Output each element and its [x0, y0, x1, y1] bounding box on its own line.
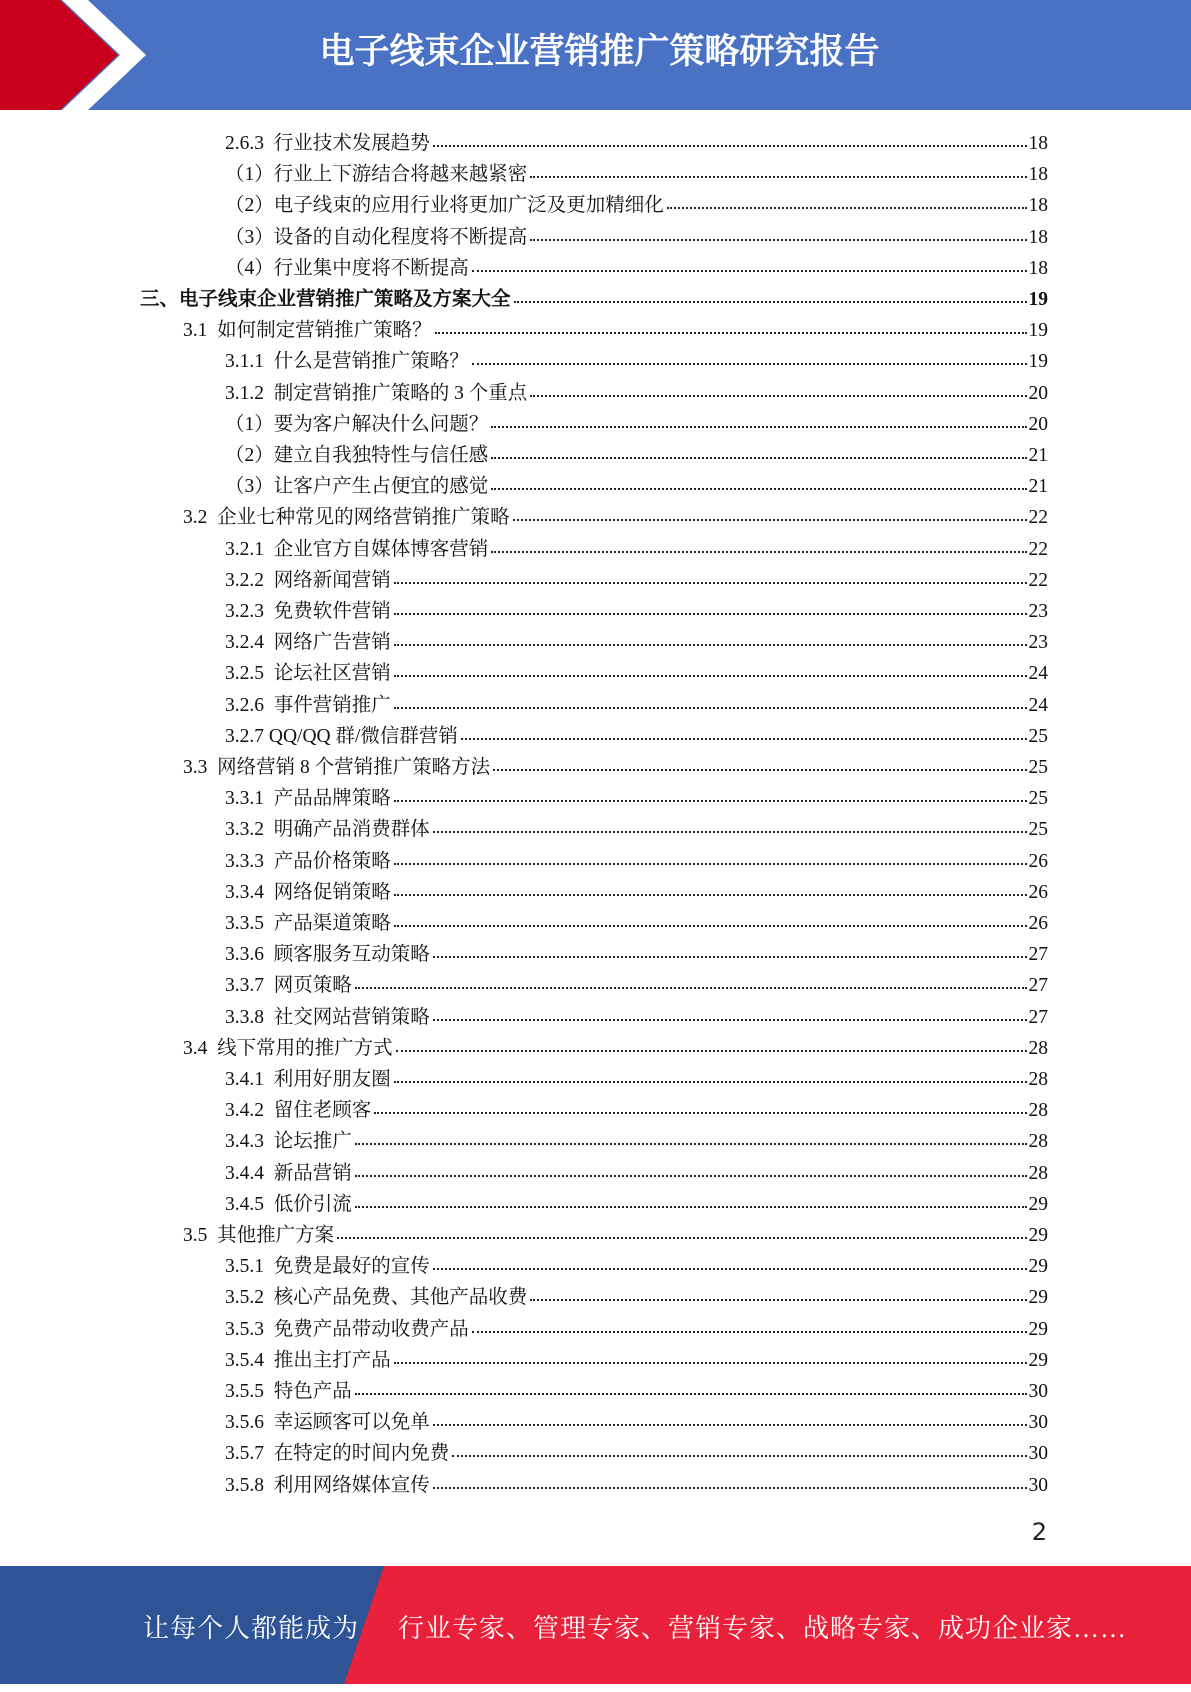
toc-dot-leader: [491, 425, 1026, 428]
toc-entry[interactable]: [225, 1126, 1048, 1157]
toc-dot-leader: [472, 362, 1027, 365]
toc-entry-page: 20: [1028, 382, 1048, 404]
toc-entry-label: 3.5.6 幸运顾客可以免单: [225, 1412, 430, 1434]
toc-dot-leader: [394, 643, 1027, 646]
toc-entry-label: 3.4.2 留住老顾客: [225, 1100, 372, 1122]
toc-entry-label: 3.3.8 社交网站营销策略: [225, 1006, 430, 1028]
toc-entry[interactable]: [225, 970, 1048, 1001]
toc-entry-page: 22: [1028, 507, 1048, 529]
toc-entry-label: 3.5.5 特色产品: [225, 1381, 352, 1402]
toc-entry-label: 3.1 如何制定营销推广策略？: [183, 320, 432, 342]
toc-entry-label: 3.2.1 企业官方自媒体博客营销: [225, 538, 489, 560]
toc-entry[interactable]: [225, 627, 1048, 658]
toc-entry-label: 3.5.7 在特定的时间内免费: [225, 1443, 450, 1465]
toc-entry-label: 3.2.5 论坛社区营销: [225, 663, 391, 685]
toc-entry-page: 24: [1028, 663, 1048, 685]
toc-entry-label: 3.4.3 论坛推广: [225, 1131, 352, 1153]
toc-entry[interactable]: [225, 1470, 1048, 1501]
toc-entry[interactable]: [225, 471, 1048, 502]
toc-entry-label: 3.1.2 制定营销推广策略的 3 个重点: [225, 382, 528, 404]
toc-dot-leader: [530, 175, 1026, 178]
toc-entry-label: 三、电子线束企业营销推广策略及方案大全: [140, 289, 511, 310]
toc-entry[interactable]: [225, 1158, 1048, 1189]
toc-dot-leader: [394, 924, 1027, 927]
toc-dot-leader: [394, 799, 1027, 802]
toc-dot-leader: [530, 394, 1026, 397]
toc-dot-leader: [452, 1454, 1026, 1457]
toc-dot-leader: [433, 1267, 1027, 1270]
toc-dot-leader: [433, 1423, 1027, 1426]
toc-dot-leader: [394, 1080, 1027, 1083]
toc-entry-label: 3.3.2 明确产品消费群体: [225, 819, 430, 841]
toc-entry-page: 29: [1028, 1193, 1048, 1215]
toc-entry-page: 30: [1028, 1443, 1048, 1465]
toc-entry[interactable]: [225, 814, 1048, 845]
toc-entry-page: 21: [1028, 476, 1048, 498]
toc-entry[interactable]: [225, 1002, 1048, 1033]
toc-entry-page: 23: [1028, 632, 1048, 654]
toc-entry-page: 27: [1028, 944, 1048, 966]
toc-entry-page: 29: [1028, 1349, 1048, 1371]
toc-entry[interactable]: [225, 1376, 1048, 1407]
toc-entry-label: 3.2.3 免费软件营销: [225, 601, 391, 622]
report-title: 电子线束企业营销推广策略研究报告: [319, 32, 880, 72]
toc-dot-leader: [433, 1018, 1027, 1021]
toc-entry-page: 27: [1028, 975, 1048, 997]
toc-entry[interactable]: [225, 565, 1048, 596]
toc-entry[interactable]: [183, 315, 1048, 346]
toc-entry-page: 29: [1028, 1287, 1048, 1309]
toc-dot-leader: [472, 269, 1027, 272]
toc-entry-label: 3.3 网络营销 8 个营销推广策略方法: [183, 757, 491, 778]
toc-entry-page: 26: [1028, 913, 1048, 934]
toc-entry[interactable]: [225, 877, 1048, 908]
toc-entry-label: 3.2 企业七种常见的网络营销推广策略: [183, 507, 510, 529]
toc-entry[interactable]: [225, 939, 1048, 970]
footer-slogan-right: 行业专家、管理专家、营销专家、战略专家、成功企业家……: [398, 1614, 1128, 1643]
toc-entry-label: 3.4.4 新品营销: [225, 1162, 352, 1184]
toc-entry[interactable]: [225, 690, 1048, 721]
report-header: [0, 0, 1191, 110]
toc-entry-label: 3.3.7 网页策略: [225, 975, 352, 997]
toc-entry-page: 25: [1028, 788, 1048, 810]
toc-entry-label: （1）要为客户解决什么问题？: [225, 413, 489, 435]
toc-entry-page: 18: [1028, 133, 1048, 154]
toc-dot-leader: [514, 300, 1027, 303]
toc-dot-leader: [530, 1298, 1026, 1301]
toc-dot-leader: [394, 1361, 1027, 1364]
toc-dot-leader: [396, 1049, 1027, 1052]
toc-entry-page: 19: [1028, 351, 1048, 373]
page-number: 2: [1031, 1518, 1047, 1546]
toc-dot-leader: [513, 518, 1027, 521]
toc-entry-label: 3.2.6 事件营销推广: [225, 694, 391, 716]
toc-entry[interactable]: [183, 752, 1048, 783]
toc-dot-leader: [394, 674, 1027, 677]
toc-entry[interactable]: [225, 1314, 1048, 1345]
toc-entry[interactable]: [225, 409, 1048, 440]
toc-entry-page: 26: [1028, 881, 1048, 903]
toc-entry-label: 3.5.4 推出主打产品: [225, 1349, 391, 1371]
toc-entry[interactable]: [225, 846, 1048, 877]
toc-entry[interactable]: [225, 1407, 1048, 1438]
toc-dot-leader: [530, 238, 1026, 241]
toc-dot-leader: [491, 456, 1026, 459]
toc-dot-leader: [355, 1205, 1027, 1208]
toc-entry-page: 19: [1028, 289, 1048, 310]
toc-entry[interactable]: [225, 253, 1048, 284]
toc-entry-page: 21: [1028, 445, 1048, 466]
toc-entry-page: 20: [1028, 413, 1048, 435]
toc-dot-leader: [491, 487, 1026, 490]
toc-dot-leader: [355, 1392, 1027, 1395]
toc-entry-label: 3.4.1 利用好朋友圈: [225, 1069, 391, 1090]
toc-entry-page: 29: [1028, 1225, 1048, 1246]
toc-dot-leader: [493, 768, 1026, 771]
toc-entry-label: 3.3.6 顾客服务互动策略: [225, 944, 430, 966]
toc-entry[interactable]: [225, 346, 1048, 377]
toc-entry-label: （1）行业上下游结合将越来越紧密: [225, 164, 528, 186]
toc-entry-label: 3.5.8 利用网络媒体宣传: [225, 1474, 430, 1496]
toc-entry-page: 23: [1028, 601, 1048, 622]
toc-dot-leader: [667, 206, 1027, 209]
toc-entry[interactable]: [225, 128, 1048, 159]
toc-entry-page: 30: [1028, 1381, 1048, 1402]
toc-entry-label: （2）电子线束的应用行业将更加广泛及更加精细化: [225, 195, 664, 217]
toc-entry-page: 18: [1028, 195, 1048, 217]
toc-entry[interactable]: [225, 721, 1048, 752]
toc-entry-label: 3.5.1 免费是最好的宣传: [225, 1256, 430, 1278]
toc-dot-leader: [394, 612, 1027, 615]
toc-entry[interactable]: [225, 534, 1048, 565]
toc-entry[interactable]: [225, 190, 1048, 221]
toc-entry-label: 3.5.3 免费产品带动收费产品: [225, 1318, 469, 1340]
toc-entry-label: 3.3.1 产品品牌策略: [225, 788, 391, 810]
toc-entry-label: 3.5.2 核心产品免费、其他产品收费: [225, 1287, 528, 1309]
toc-dot-leader: [491, 550, 1026, 553]
toc-dot-leader: [461, 737, 1027, 740]
toc-dot-leader: [394, 706, 1027, 709]
toc-entry-page: 25: [1028, 819, 1048, 841]
toc-entry-label: 3.2.4 网络广告营销: [225, 632, 391, 654]
toc-entry-label: 3.5 其他推广方案: [183, 1225, 335, 1246]
toc-entry-label: 3.4.5 低价引流: [225, 1193, 352, 1215]
toc-entry-page: 28: [1028, 1162, 1048, 1184]
toc-dot-leader: [433, 1486, 1027, 1489]
toc-entry-label: 2.6.3 行业技术发展趋势: [225, 133, 430, 154]
toc-entry-page: 30: [1028, 1412, 1048, 1434]
toc-entry-label: （3）设备的自动化程度将不断提高: [225, 226, 528, 248]
toc-entry-label: 3.3.5 产品渠道策略: [225, 913, 391, 934]
toc-entry-page: 28: [1028, 1131, 1048, 1153]
toc-entry[interactable]: [225, 1438, 1048, 1469]
toc-entry-page: 26: [1028, 850, 1048, 872]
toc-entry-page: 18: [1028, 226, 1048, 248]
toc-entry[interactable]: [225, 1095, 1048, 1126]
toc-entry[interactable]: [225, 378, 1048, 409]
toc-entry[interactable]: [225, 596, 1048, 627]
toc-dot-leader: [374, 1111, 1026, 1114]
toc-entry[interactable]: [183, 1033, 1048, 1064]
toc-entry-page: 19: [1028, 320, 1048, 342]
toc-entry[interactable]: [140, 284, 1048, 315]
toc-entry[interactable]: [225, 908, 1048, 939]
toc-entry-label: 3.2.2 网络新闻营销: [225, 569, 391, 591]
toc-dot-leader: [355, 1142, 1027, 1145]
toc-entry-page: 18: [1028, 257, 1048, 279]
toc-entry-label: 3.4 线下常用的推广方式: [183, 1037, 393, 1059]
toc-entry[interactable]: [225, 1189, 1048, 1220]
toc-entry[interactable]: [183, 1220, 1048, 1251]
toc-entry[interactable]: [225, 1282, 1048, 1313]
toc-entry[interactable]: [225, 1064, 1048, 1095]
toc-entry-label: （4）行业集中度将不断提高: [225, 257, 469, 279]
toc-entry-label: （2）建立自我独特性与信任感: [225, 445, 489, 466]
toc-entry[interactable]: [225, 222, 1048, 253]
toc-entry-page: 29: [1028, 1318, 1048, 1340]
toc-dot-leader: [433, 830, 1027, 833]
toc-entry-page: 28: [1028, 1100, 1048, 1122]
toc-entry-page: 18: [1028, 164, 1048, 186]
toc-entry-page: 30: [1028, 1474, 1048, 1496]
toc-entry-page: 27: [1028, 1006, 1048, 1028]
toc-entry-page: 29: [1028, 1256, 1048, 1278]
toc-entry-page: 22: [1028, 569, 1048, 591]
toc-entry-page: 25: [1028, 725, 1048, 747]
toc-dot-leader: [433, 144, 1027, 147]
toc-dot-leader: [435, 331, 1027, 334]
toc-entry[interactable]: [225, 440, 1048, 471]
toc-entry[interactable]: [225, 1251, 1048, 1282]
toc-dot-leader: [433, 955, 1027, 958]
toc-entry[interactable]: [225, 783, 1048, 814]
toc-dot-leader: [355, 1174, 1027, 1177]
toc-entry[interactable]: [225, 658, 1048, 689]
toc-entry-page: 25: [1028, 757, 1048, 778]
toc-entry-label: 3.3.3 产品价格策略: [225, 850, 391, 872]
toc-entry[interactable]: [225, 1345, 1048, 1376]
toc-dot-leader: [394, 581, 1027, 584]
toc-entry-label: 3.3.4 网络促销策略: [225, 881, 391, 903]
toc-entry-page: 22: [1028, 538, 1048, 560]
footer-slogan-left: 让每个人都能成为: [143, 1614, 360, 1643]
toc-entry[interactable]: [225, 159, 1048, 190]
toc-dot-leader: [394, 893, 1027, 896]
toc-dot-leader: [355, 986, 1027, 989]
footer-banner: [0, 1566, 1191, 1684]
toc-entry-label: 3.1.1 什么是营销推广策略？: [225, 351, 469, 373]
toc-dot-leader: [394, 862, 1027, 865]
toc-entry-label: （3）让客户产生占便宜的感觉: [225, 476, 489, 498]
toc-entry-label: 3.2.7 QQ/QQ 群/微信群营销: [225, 725, 458, 747]
toc-entry-page: 28: [1028, 1037, 1048, 1059]
toc-entry-page: 28: [1028, 1069, 1048, 1090]
toc-dot-leader: [337, 1236, 1026, 1239]
toc-entry[interactable]: [183, 502, 1048, 533]
toc-entry-page: 24: [1028, 694, 1048, 716]
toc-dot-leader: [472, 1330, 1027, 1333]
